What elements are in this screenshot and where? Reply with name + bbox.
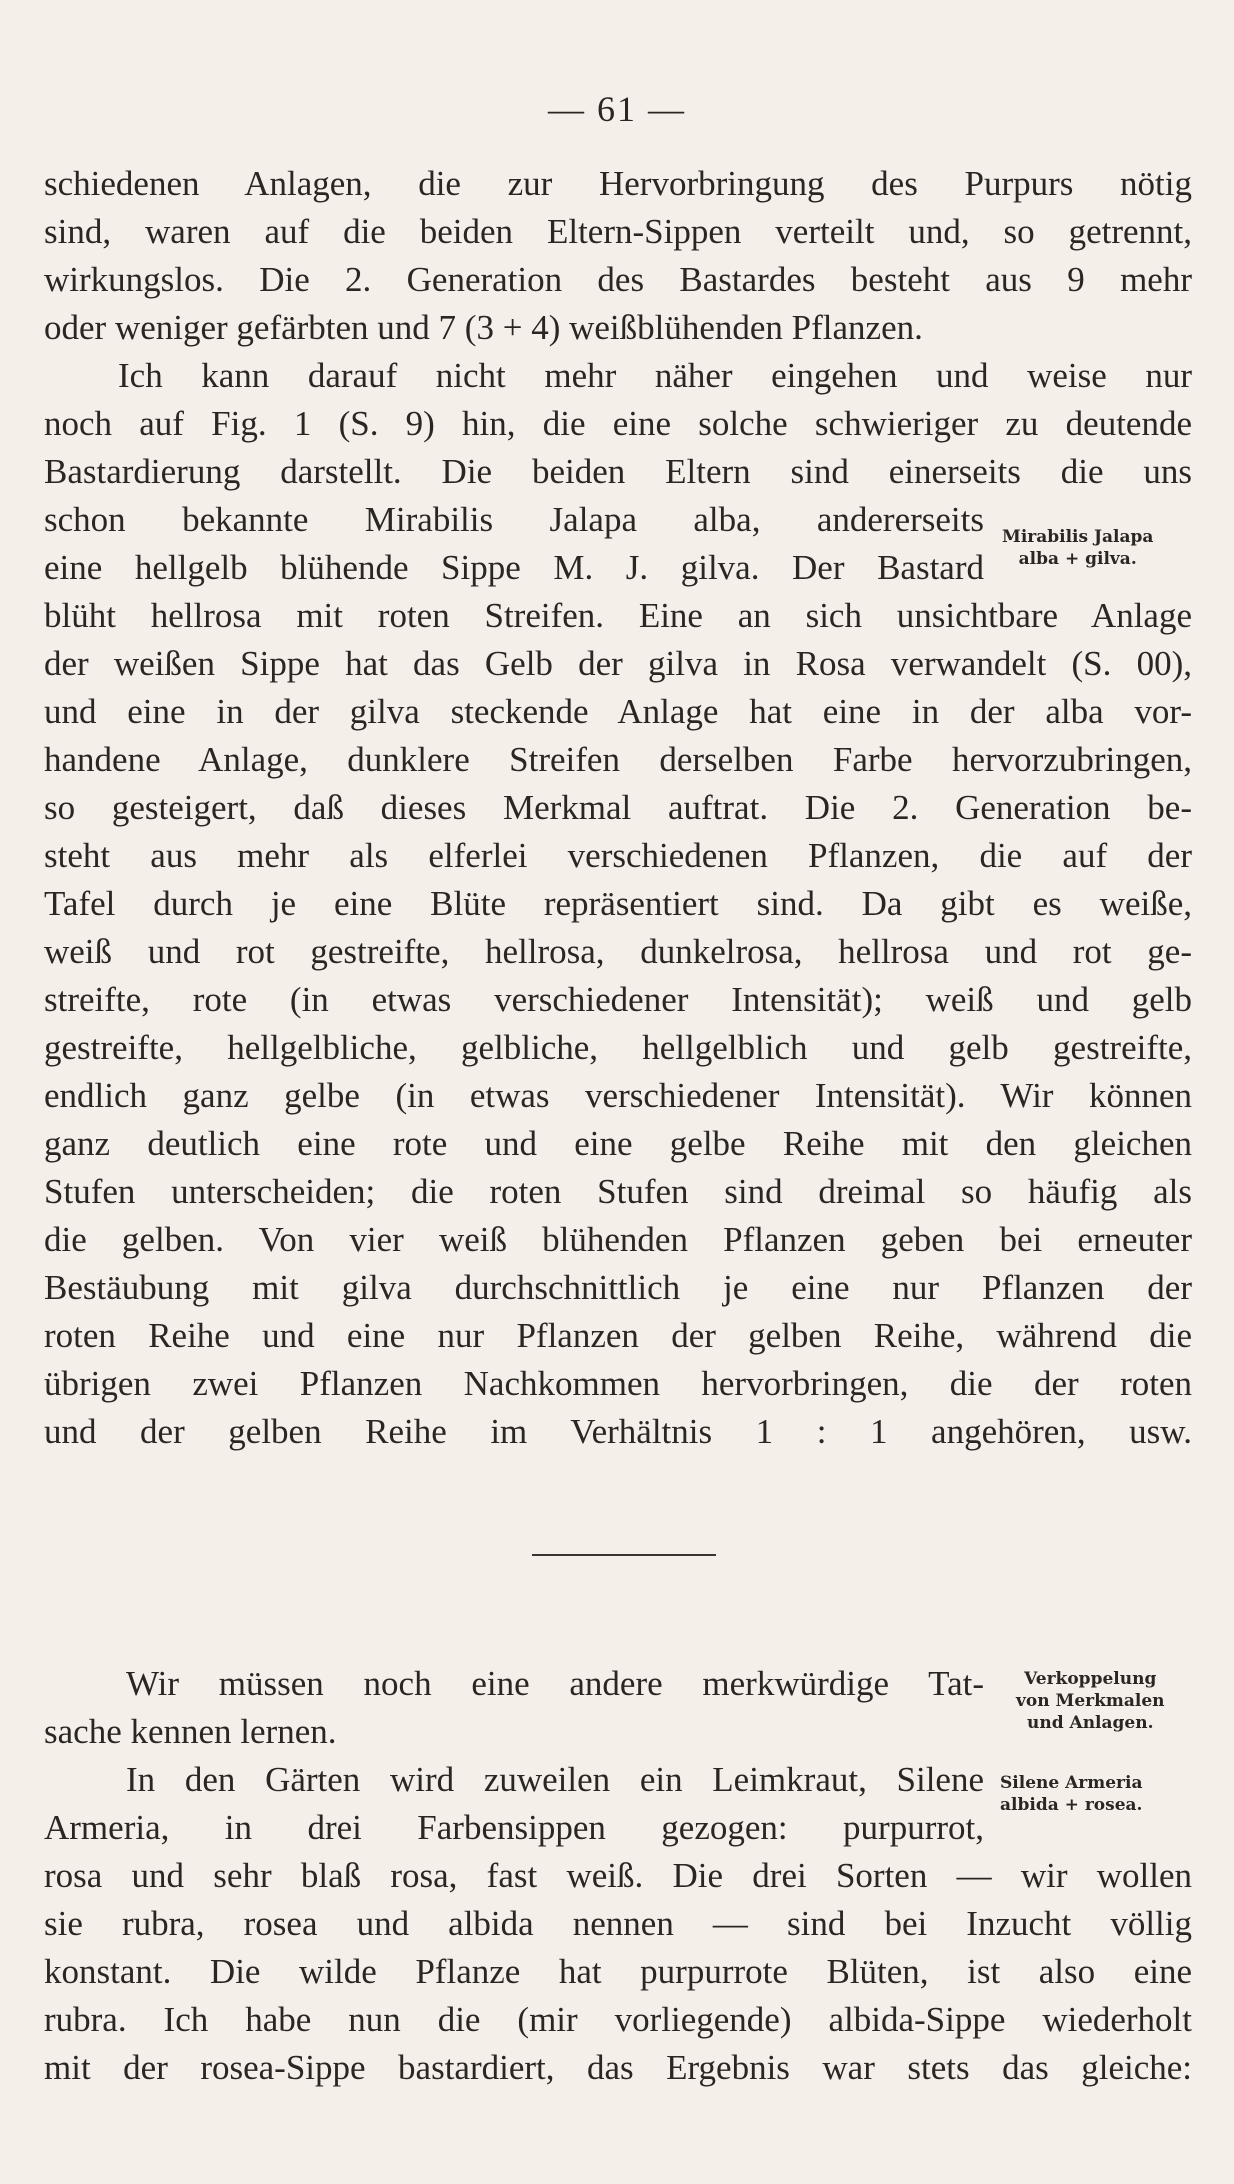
text-line: sie rubra, rosea und albida nennen — sind bei Inzucht völlig: [44, 1904, 1192, 1943]
text-line: und eine in der gilva steckende Anlage hat eine in der alba vor-: [44, 692, 1192, 731]
section-1-text: [44, 160, 1192, 1456]
text-line: noch auf Fig. 1 (S. 9) hin, die eine solche schwieriger zu deutende: [44, 404, 1192, 443]
text-line: Bestäubung mit gilva durchschnittlich je eine nur Pflanzen der: [44, 1268, 1192, 1307]
margin-note-line: und Anlagen.: [1026, 1713, 1154, 1733]
text-line: Tafel durch je eine Blüte repräsentiert sind. Da gibt es weiße,: [44, 884, 1192, 923]
text-line: Stufen unterscheiden; die roten Stufen sind dreimal so häufig als: [44, 1172, 1192, 1211]
text-line: Ich kann darauf nicht mehr näher eingehen und weise nur: [118, 356, 1192, 395]
text-line: streifte, rote (in etwas verschiedener Intensität); weiß und gelb: [44, 980, 1192, 1019]
text-line: und der gelben Reihe im Verhältnis 1 : 1 angehören, usw.: [44, 1412, 1192, 1451]
margin-note-line: von Merkmalen: [1016, 1691, 1165, 1711]
text-line: roten Reihe und eine nur Pflanzen der gelben Reihe, während die: [44, 1316, 1192, 1355]
text-line: rosa und sehr blaß rosa, fast weiß. Die drei Sorten — wir wollen: [44, 1856, 1192, 1895]
text-line: eine hellgelb blühende Sippe M. J. gilva. Der Bastard: [44, 548, 984, 587]
margin-note-silene: [1000, 1772, 1142, 1816]
text-line: sache kennen lernen.: [44, 1712, 337, 1751]
text-line: mit der rosea-Sippe bastardiert, das Ergebnis war stets das gleiche:: [44, 2048, 1192, 2087]
margin-note-line: Silene Armeria: [1000, 1773, 1143, 1793]
text-line: so gesteigert, daß dieses Merkmal auftrat. Die 2. Generation be-: [44, 788, 1192, 827]
text-line: oder weniger gefärbten und 7 (3 + 4) weißblühenden Pflanzen.: [44, 308, 923, 347]
margin-note-line: Mirabilis Jalapa: [1002, 527, 1154, 547]
section-divider: [532, 1554, 716, 1556]
text-line: Armeria, in drei Farbensippen gezogen: purpurrot,: [44, 1808, 984, 1847]
text-line: konstant. Die wilde Pflanze hat purpurrote Blüten, ist also eine: [44, 1952, 1192, 1991]
text-line: der weißen Sippe hat das Gelb der gilva in Rosa verwandelt (S. 00),: [44, 644, 1192, 683]
text-line: In den Gärten wird zuweilen ein Leimkraut, Silene: [126, 1760, 984, 1799]
margin-note-verkoppelung: [1016, 1668, 1165, 1734]
margin-note-mirabilis: [1002, 526, 1153, 570]
text-line: gestreifte, hellgelbliche, gelbliche, hellgelblich und gelb gestreifte,: [44, 1028, 1192, 1067]
text-line: Bastardierung darstellt. Die beiden Eltern sind einerseits die uns: [44, 452, 1192, 491]
text-line: wirkungslos. Die 2. Generation des Bastardes besteht aus 9 mehr: [44, 260, 1192, 299]
page-number: — 61 —: [548, 89, 686, 129]
text-line: steht aus mehr als elferlei verschiedenen Pflanzen, die auf der: [44, 836, 1192, 875]
text-line: ganz deutlich eine rote und eine gelbe Reihe mit den gleichen: [44, 1124, 1192, 1163]
text-line: blüht hellrosa mit roten Streifen. Eine an sich unsichtbare Anlage: [44, 596, 1192, 635]
text-line: die gelben. Von vier weiß blühenden Pflanzen geben bei erneuter: [44, 1220, 1192, 1259]
text-line: schon bekannte Mirabilis Jalapa alba, andererseits: [44, 500, 984, 539]
text-line: sind, waren auf die beiden Eltern-Sippen verteilt und, so getrennt,: [44, 212, 1192, 251]
text-line: endlich ganz gelbe (in etwas verschiedener Intensität). Wir können: [44, 1076, 1192, 1115]
text-line: handene Anlage, dunklere Streifen derselben Farbe hervorzubringen,: [44, 740, 1192, 779]
text-line: Wir müssen noch eine andere merkwürdige Tat-: [126, 1664, 984, 1703]
text-line: rubra. Ich habe nun die (mir vorliegende) albida-Sippe wiederholt: [44, 2000, 1192, 2039]
text-line: weiß und rot gestreifte, hellrosa, dunkelrosa, hellrosa und rot ge-: [44, 932, 1192, 971]
text-line: übrigen zwei Pflanzen Nachkommen hervorbringen, die der roten: [44, 1364, 1192, 1403]
margin-note-line: Verkoppelung: [1024, 1669, 1157, 1689]
margin-note-line: alba + gilva.: [1018, 549, 1137, 569]
margin-note-line: albida + rosea.: [1000, 1795, 1143, 1815]
text-line: schiedenen Anlagen, die zur Hervorbringung des Purpurs nötig: [44, 164, 1192, 203]
